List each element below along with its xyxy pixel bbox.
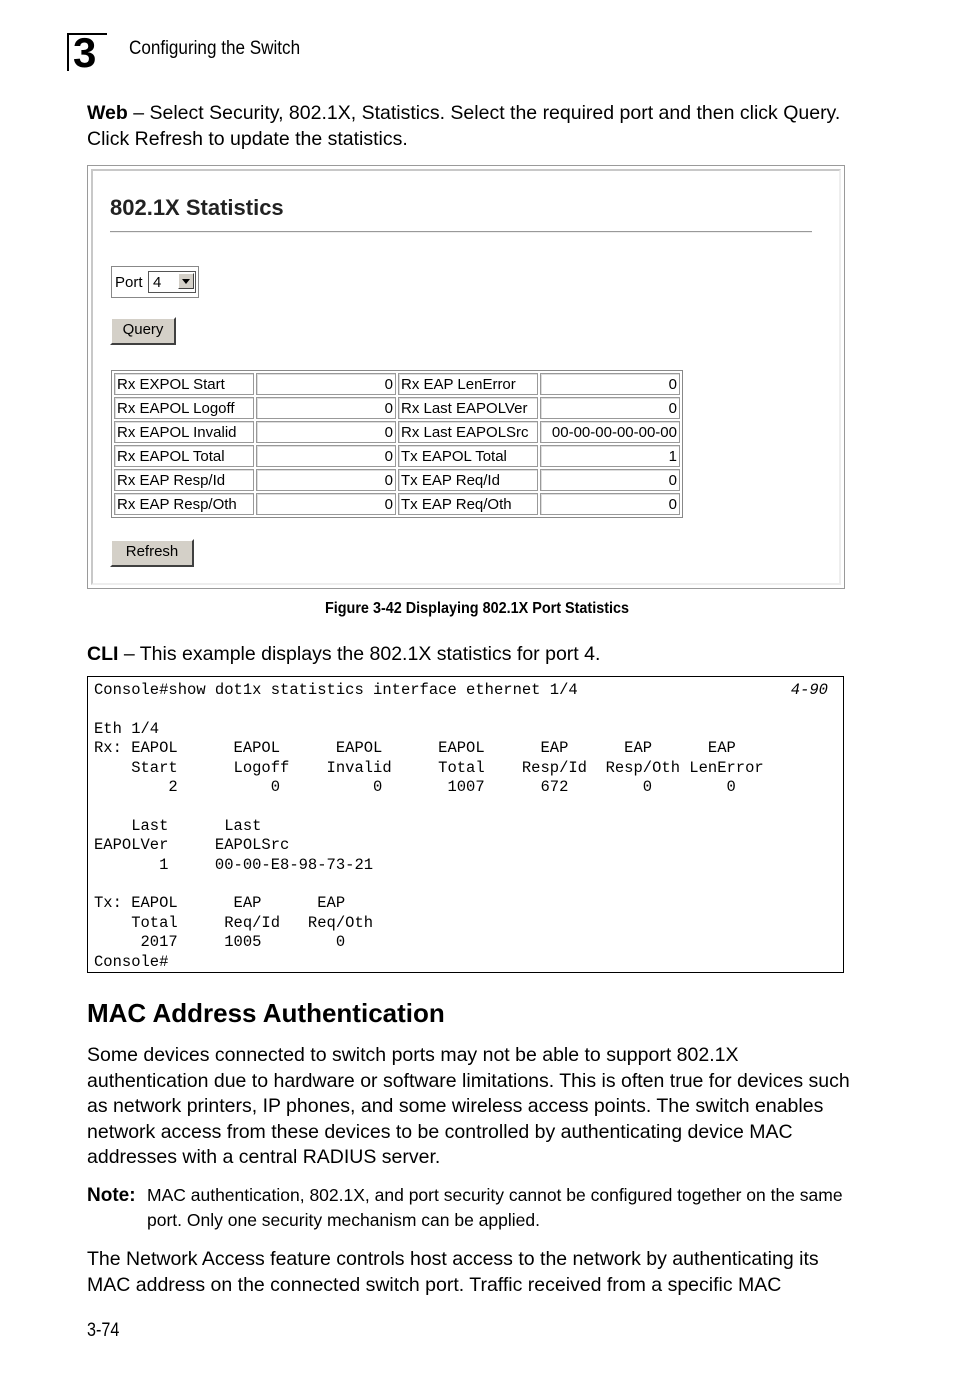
- screenshot-panel: [91, 169, 841, 585]
- cli-intro-text: – This example displays the 802.1X statistics for port 4.: [118, 643, 601, 665]
- stat-value: 0: [540, 373, 680, 395]
- note-label: Note:: [87, 1185, 136, 1206]
- table-row: [114, 445, 680, 467]
- stat-label: Rx EAPOL Total: [114, 445, 254, 467]
- table-row: [114, 421, 680, 443]
- chapter-number: 3: [73, 29, 97, 76]
- stat-value: 0: [256, 421, 396, 443]
- stat-label: Rx EAP Resp/Id: [114, 469, 254, 491]
- stat-label: Tx EAP Req/Id: [398, 469, 538, 491]
- chevron-down-icon[interactable]: [178, 273, 194, 289]
- stat-label: Rx EAPOL Logoff: [114, 397, 254, 419]
- table-row: [114, 469, 680, 491]
- port-label: Port: [115, 274, 143, 291]
- chapter-number-box: [67, 29, 107, 76]
- cli-label: CLI: [87, 643, 119, 665]
- stat-value: 0: [256, 493, 396, 515]
- stat-value: 0: [256, 469, 396, 491]
- cli-intro: [87, 642, 857, 668]
- stat-value: 0: [540, 493, 680, 515]
- stat-label: Rx Last EAPOLVer: [398, 397, 538, 419]
- stat-label: Rx Last EAPOLSrc: [398, 421, 538, 443]
- query-button[interactable]: Query: [110, 317, 176, 345]
- web-instructions: [87, 101, 857, 152]
- port-select-value: 4: [153, 274, 162, 291]
- stat-value: 0: [256, 445, 396, 467]
- stat-label: Rx EAP Resp/Oth: [114, 493, 254, 515]
- cli-output: Console#show dot1x statistics interface ethernet 1/4 Eth 1/4 Rx: EAPOL EAPOL EAPOL EAPOL EAP EAP EAP Start Logoff Invalid Total Resp/Id Resp/Oth LenError 2 0 0 1007 672 0 0 Last Last EAPOLVer EAPOLSrc 1 00-00-E8-98-73-21 Tx: EAPOL EAP EAP Total Req/Id Req/Oth 2017 1005 0 Console#: [94, 681, 764, 971]
- stat-value: 0: [540, 469, 680, 491]
- stat-label: Tx EAPOL Total: [398, 445, 538, 467]
- stat-value: 0: [540, 397, 680, 419]
- page-number: 3-74: [87, 1320, 120, 1341]
- table-row: [114, 397, 680, 419]
- statistics-title: 802.1X Statistics: [110, 195, 284, 220]
- cli-reference: 4-90: [790, 681, 828, 699]
- web-label: Web: [87, 102, 128, 124]
- stat-label: Rx EAPOL Invalid: [114, 421, 254, 443]
- table-row: [114, 493, 680, 515]
- stat-value: 00-00-00-00-00-00: [540, 421, 680, 443]
- title-divider: [110, 231, 812, 233]
- port-select[interactable]: [148, 271, 196, 293]
- port-selector-group: [111, 266, 199, 298]
- stat-value: 0: [256, 397, 396, 419]
- web-text: – Select Security, 802.1X, Statistics. Select the required port and then click Query. Click Refresh to update the statistics.: [87, 102, 841, 150]
- table-row: [114, 373, 680, 395]
- stat-label: Rx EXPOL Start: [114, 373, 254, 395]
- stat-value: 1: [540, 445, 680, 467]
- body-paragraph-2: The Network Access feature controls host access to the network by authenticating its MAC address on the connected switch port. Traffic received from a specific MAC: [87, 1248, 819, 1296]
- statistics-screenshot: [87, 165, 845, 589]
- refresh-button[interactable]: Refresh: [110, 539, 194, 567]
- stat-label: Tx EAP Req/Oth: [398, 493, 538, 515]
- statistics-table: [111, 370, 683, 518]
- chapter-title: Configuring the Switch: [129, 38, 301, 59]
- figure-caption: Figure 3-42 Displaying 802.1X Port Statistics: [324, 600, 630, 617]
- note-block: [87, 1183, 847, 1233]
- body-paragraph-1: Some devices connected to switch ports may not be able to support 802.1X authentication due to hardware or software limitations. This is often true for devices such as network printers, IP phones, and some wireless access points. The switch enables network access from these devices to be controlled by authenticating device MAC addresses with a central RADIUS server.: [87, 1044, 850, 1168]
- stat-value: 0: [256, 373, 396, 395]
- section-heading: MAC Address Authentication: [87, 998, 445, 1028]
- cli-output-box: [87, 676, 844, 973]
- stat-label: Rx EAP LenError: [398, 373, 538, 395]
- note-text: MAC authentication, 802.1X, and port security cannot be configured together on the same port. Only one security mechanism can be applied.: [147, 1185, 843, 1230]
